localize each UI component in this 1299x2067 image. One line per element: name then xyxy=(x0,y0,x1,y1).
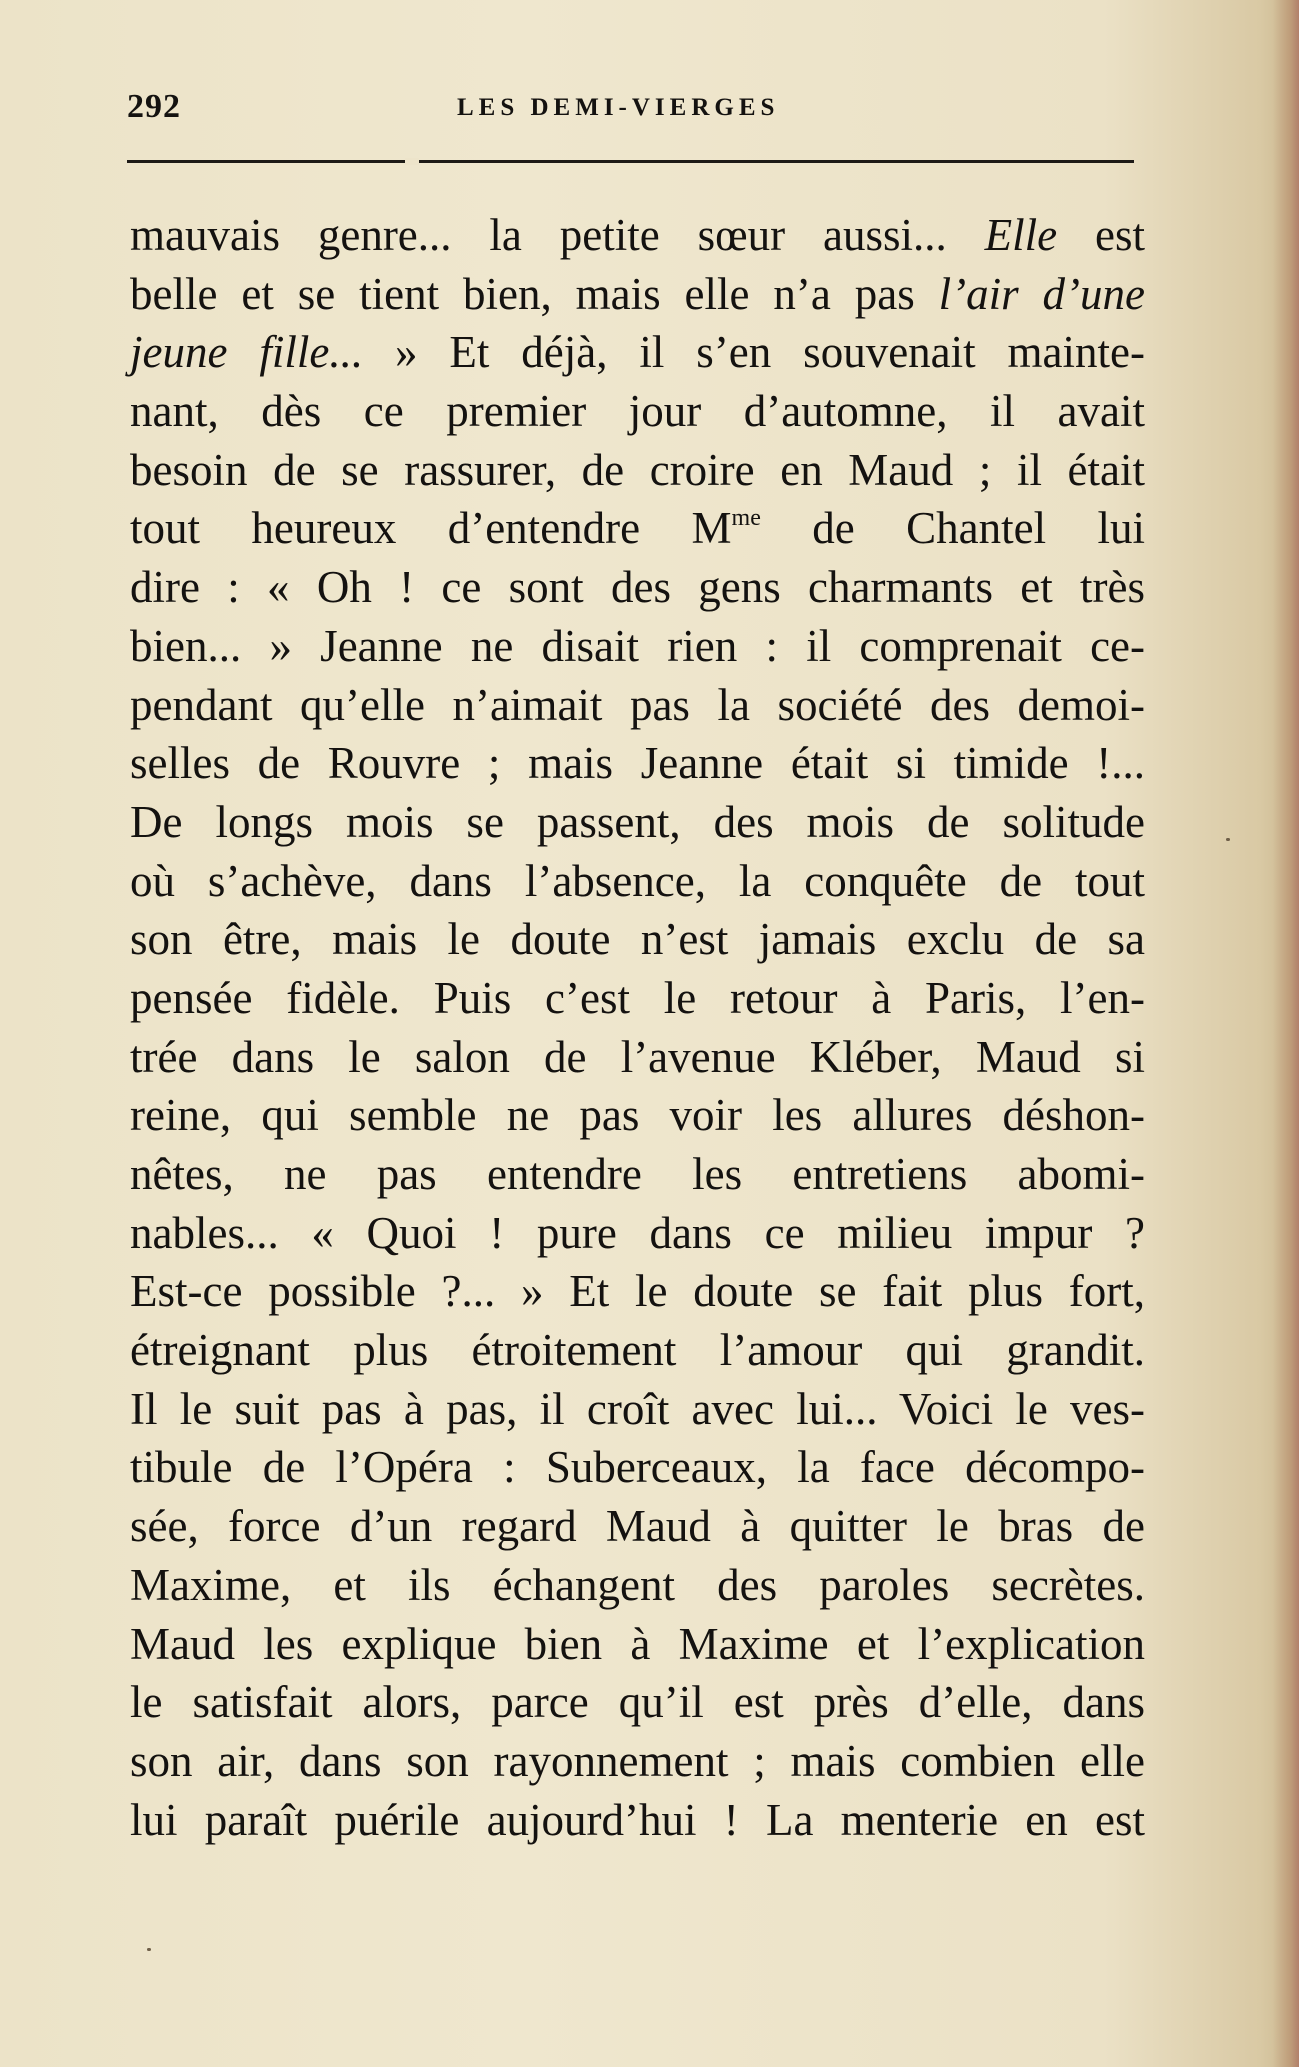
text-segment: nant, dès ce premier jour d’automne, il avait xyxy=(130,386,1145,437)
text-segment: » Et déjà, il s’en souvenait mainte- xyxy=(363,327,1145,378)
text-segment: besoin de se rassurer, de croire en Maud ; il était xyxy=(130,444,1145,495)
text-line xyxy=(130,1732,1145,1791)
body-text xyxy=(130,206,1145,1849)
text-segment: son air, dans son rayonnement ; mais combien elle xyxy=(130,1735,1145,1786)
text-line xyxy=(130,793,1145,852)
header-rule-break xyxy=(405,158,419,165)
text-line xyxy=(130,206,1145,265)
text-segment: lui paraît puérile aujourd’hui ! La menterie en est xyxy=(130,1794,1145,1845)
text-line xyxy=(130,1791,1145,1850)
text-segment: mauvais genre... la petite sœur aussi... xyxy=(130,210,985,260)
text-segment: étreignant plus étroitement l’amour qui grandit. xyxy=(130,1325,1145,1376)
text-segment: trée dans le salon de l’avenue Kléber, Maud si xyxy=(130,1031,1145,1082)
text-line xyxy=(130,676,1145,735)
text-segment: nables... « Quoi ! pure dans ce milieu impur ? xyxy=(130,1207,1145,1258)
italic-text: Elle xyxy=(984,210,1058,260)
superscript-text: me xyxy=(731,505,761,532)
text-line xyxy=(130,969,1145,1028)
text-line xyxy=(130,1497,1145,1556)
text-line xyxy=(130,910,1145,969)
text-line xyxy=(130,558,1145,617)
text-segment: Maxime, et ils échangent des paroles secrètes. xyxy=(130,1559,1145,1610)
text-line xyxy=(130,1262,1145,1321)
text-line xyxy=(130,1438,1145,1497)
text-line xyxy=(130,1028,1145,1087)
text-segment: bien... » Jeanne ne disait rien : il comprenait ce- xyxy=(130,620,1145,671)
text-line xyxy=(130,1556,1145,1615)
italic-text: jeune fille... xyxy=(130,327,364,378)
text-segment: son être, mais le doute n’est jamais exclu de sa xyxy=(130,914,1145,965)
text-segment: Maud les explique bien à Maxime et l’explication xyxy=(130,1618,1145,1669)
text-line xyxy=(130,852,1145,911)
text-segment: reine, qui semble ne pas voir les allures déshon- xyxy=(130,1090,1145,1141)
text-line xyxy=(130,734,1145,793)
text-segment: tout heureux d’entendre M xyxy=(130,503,732,554)
text-segment: dire : « Oh ! ce sont des gens charmants et très xyxy=(130,562,1145,613)
text-line xyxy=(130,265,1145,324)
text-line xyxy=(130,1145,1145,1204)
paper-speck xyxy=(1226,838,1230,841)
text-segment: le satisfait alors, parce qu’il est près d’elle, dans xyxy=(130,1677,1145,1728)
text-segment: Il le suit pas à pas, il croît avec lui... Voici le ves- xyxy=(130,1383,1145,1434)
text-segment: est xyxy=(1057,210,1145,260)
text-segment: sée, force d’un regard Maud à quitter le bras de xyxy=(130,1501,1145,1552)
page-edge-stain xyxy=(1273,0,1299,2067)
text-segment: pensée fidèle. Puis c’est le retour à Paris, l’en- xyxy=(130,972,1145,1023)
text-line xyxy=(130,1086,1145,1145)
text-line xyxy=(130,1321,1145,1380)
text-segment: de Chantel lui xyxy=(760,503,1145,554)
text-segment: pendant qu’elle n’aimait pas la société des demoi- xyxy=(130,679,1145,730)
text-segment: tibule de l’Opéra : Suberceaux, la face décompo- xyxy=(130,1442,1145,1493)
page-header xyxy=(127,88,1134,136)
text-line xyxy=(130,323,1145,382)
running-title: LES DEMI-VIERGES xyxy=(457,94,780,121)
text-line xyxy=(130,499,1145,558)
text-line xyxy=(130,617,1145,676)
header-rule xyxy=(127,160,1134,163)
paper-speck xyxy=(147,1948,151,1951)
text-line xyxy=(130,382,1145,441)
text-line xyxy=(130,1673,1145,1732)
page-number: 292 xyxy=(127,88,181,125)
text-line xyxy=(130,1380,1145,1439)
text-segment: belle et se tient bien, mais elle n’a pas xyxy=(130,268,939,319)
text-segment: Est-ce possible ?... » Et le doute se fait plus fort, xyxy=(130,1266,1145,1317)
text-line xyxy=(130,1204,1145,1263)
text-line xyxy=(130,441,1145,500)
text-segment: nêtes, ne pas entendre les entretiens abomi- xyxy=(130,1149,1145,1199)
text-segment: selles de Rouvre ; mais Jeanne était si timide !... xyxy=(130,738,1145,789)
text-segment: où s’achève, dans l’absence, la conquête de tout xyxy=(130,855,1145,906)
text-line xyxy=(130,1615,1145,1674)
italic-text: l’air d’une xyxy=(938,268,1145,319)
text-segment: De longs mois se passent, des mois de solitude xyxy=(130,796,1145,847)
